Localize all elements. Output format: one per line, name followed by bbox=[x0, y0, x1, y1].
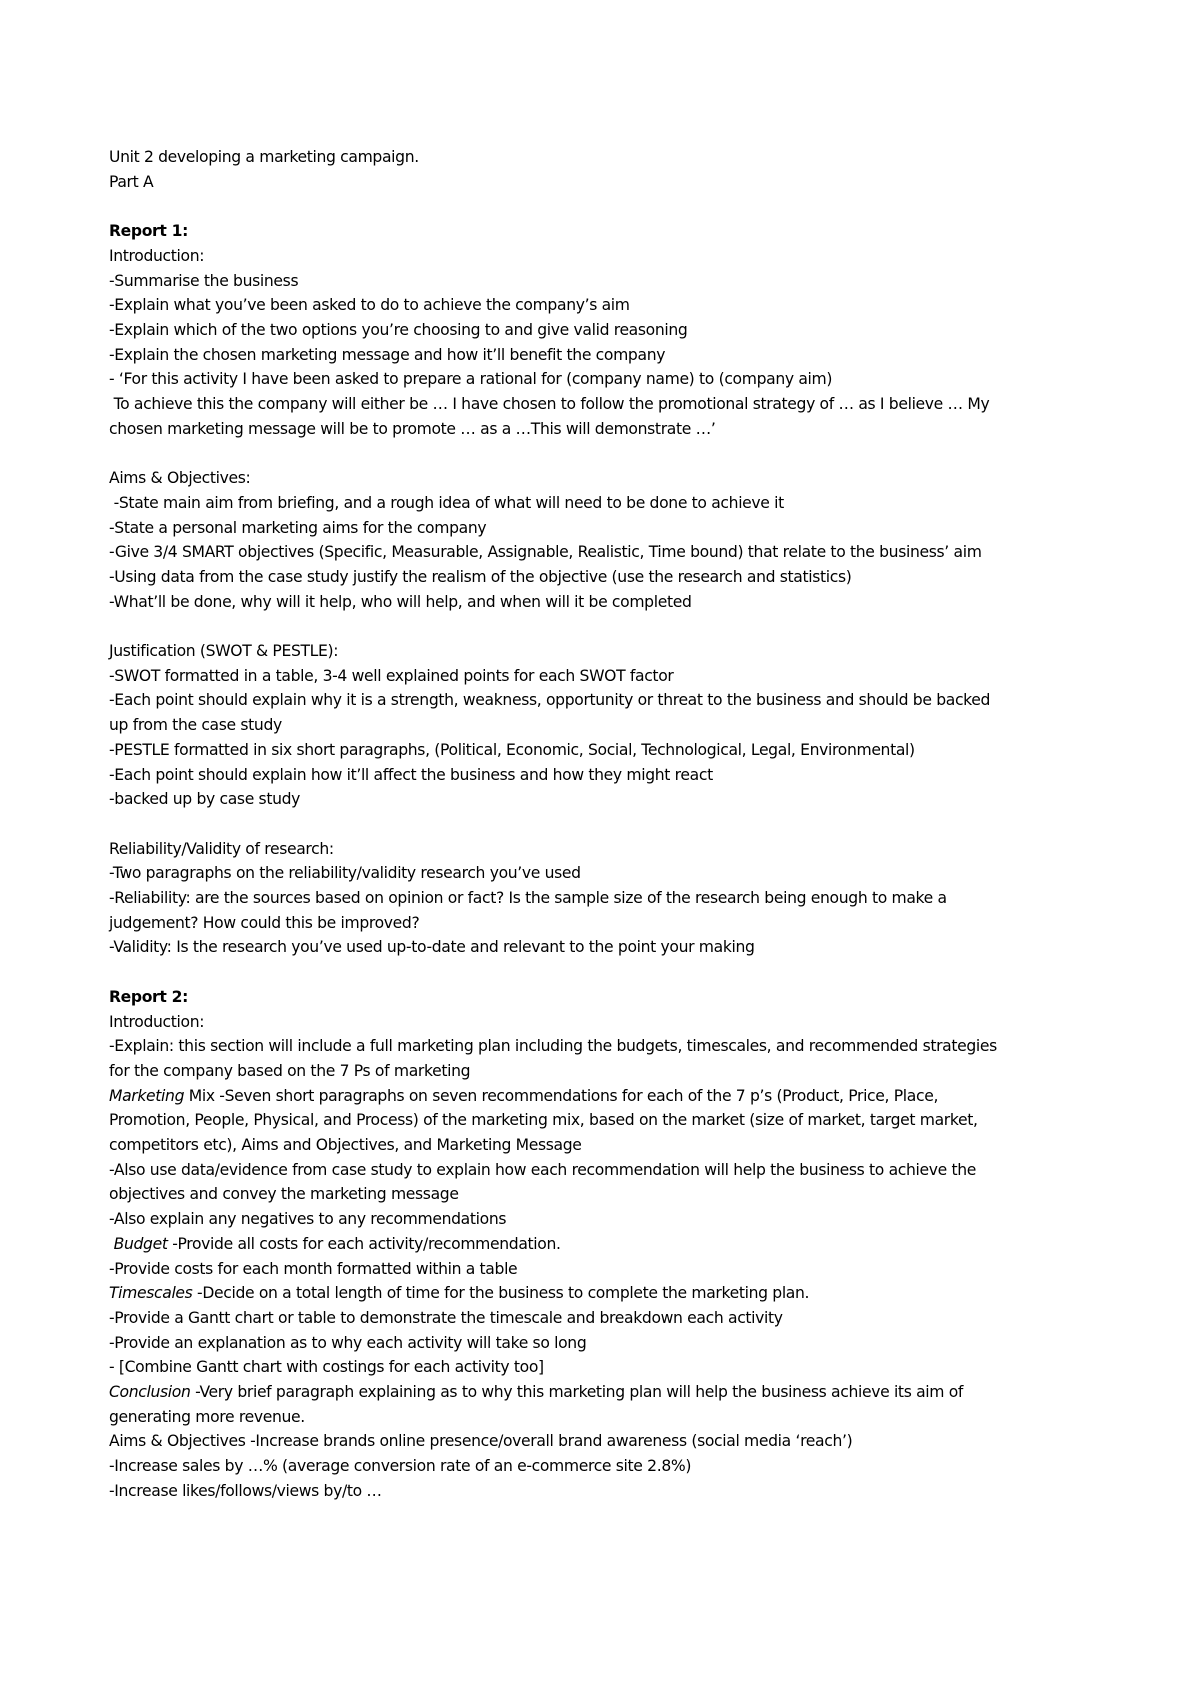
report-2-intro-heading: Introduction: bbox=[109, 1012, 205, 1031]
spacer bbox=[109, 812, 1100, 837]
marketing-mix-label: Marketing bbox=[109, 1086, 185, 1105]
marketing-mix-line bbox=[109, 1084, 1100, 1109]
report-2-line: - [Combine Gantt chart with costings for each activity too] bbox=[109, 1358, 544, 1377]
report-2-line: objectives and convey the marketing message bbox=[109, 1185, 459, 1204]
document-body bbox=[109, 145, 1100, 1504]
budget-label: Budget bbox=[113, 1234, 168, 1253]
timescales-text: -Decide on a total length of time for the business to complete the marketing plan. bbox=[192, 1284, 810, 1303]
report-2-line: Aims & Objectives -Increase brands online presence/overall brand awareness (social media ‘reach’) bbox=[109, 1432, 853, 1451]
report-2-line: -Also use data/evidence from case study to explain how each recommendation will help the business to achieve the bbox=[109, 1160, 977, 1179]
report-2-line: -Increase sales by …% (average conversion rate of an e-commerce site 2.8%) bbox=[109, 1457, 692, 1476]
justification-line: up from the case study bbox=[109, 716, 282, 735]
report-2-line: -Provide a Gantt chart or table to demonstrate the timescale and breakdown each activity bbox=[109, 1308, 783, 1327]
part-label: Part A bbox=[109, 172, 154, 191]
aims-line: -What’ll be done, why will it help, who will help, and when will it be completed bbox=[109, 592, 692, 611]
report-2-line: for the company based on the 7 Ps of marketing bbox=[109, 1061, 471, 1080]
reliability-line: judgement? How could this be improved? bbox=[109, 913, 420, 932]
conclusion-line bbox=[109, 1380, 1100, 1405]
report-2-line: -Provide costs for each month formatted within a table bbox=[109, 1259, 518, 1278]
timescales-label: Timescales bbox=[109, 1284, 193, 1303]
spacer bbox=[109, 614, 1100, 639]
intro-line: -Explain what you’ve been asked to do to achieve the company’s aim bbox=[109, 296, 630, 315]
reliability-line: -Reliability: are the sources based on opinion or fact? Is the sample size of the research being enough to make a bbox=[109, 889, 947, 908]
report-2-line: -Provide an explanation as to why each activity will take so long bbox=[109, 1333, 587, 1352]
reliability-line: -Validity: Is the research you’ve used up-to-date and relevant to the point your making bbox=[109, 938, 755, 957]
report-2-line: Promotion, People, Physical, and Process) of the marketing mix, based on the market (size of market, target market, bbox=[109, 1111, 978, 1130]
budget-line bbox=[109, 1232, 1100, 1257]
justification-line: -Each point should explain why it is a strength, weakness, opportunity or threat to the business and should be backed bbox=[109, 691, 991, 710]
reliability-line: -Two paragraphs on the reliability/validity research you’ve used bbox=[109, 864, 581, 883]
timescales-line bbox=[109, 1281, 1100, 1306]
aims-line: -Give 3/4 SMART objectives (Specific, Measurable, Assignable, Realistic, Time bound) that relate to the business’ aim bbox=[109, 543, 982, 562]
aims-line: -State a personal marketing aims for the company bbox=[109, 518, 487, 537]
justification-line: -Each point should explain how it’ll affect the business and how they might react bbox=[109, 765, 713, 784]
spacer bbox=[109, 960, 1100, 985]
budget-text: -Provide all costs for each activity/recommendation. bbox=[167, 1234, 561, 1253]
report-2-line: generating more revenue. bbox=[109, 1407, 305, 1426]
aims-line: -Using data from the case study justify the realism of the objective (use the research and statistics) bbox=[109, 567, 852, 586]
report-1-heading: Report 1: bbox=[109, 222, 188, 241]
report-2-line: competitors etc), Aims and Objectives, and Marketing Message bbox=[109, 1136, 582, 1155]
report-2-line: -Increase likes/follows/views by/to … bbox=[109, 1481, 382, 1500]
intro-line: -Summarise the business bbox=[109, 271, 299, 290]
justification-heading: Justification (SWOT & PESTLE): bbox=[109, 642, 339, 661]
intro-line: - ‘For this activity I have been asked to prepare a rational for (company name) to (company aim) bbox=[109, 370, 833, 389]
intro-line: To achieve this the company will either be … I have chosen to follow the promotional strategy of … as I believe … My bbox=[109, 395, 990, 414]
aims-line: -State main aim from briefing, and a rough idea of what will need to be done to achieve it bbox=[109, 493, 784, 512]
aims-heading: Aims & Objectives: bbox=[109, 469, 251, 488]
justification-line: -PESTLE formatted in six short paragraphs, (Political, Economic, Social, Technological, Legal, Environmental) bbox=[109, 740, 915, 759]
report-2-line: -Explain: this section will include a full marketing plan including the budgets, timescales, and recommended strategies bbox=[109, 1037, 997, 1056]
spacer bbox=[109, 194, 1100, 219]
intro-line: chosen marketing message will be to promote … as a …This will demonstrate …’ bbox=[109, 419, 716, 438]
spacer bbox=[109, 441, 1100, 466]
document-title: Unit 2 developing a marketing campaign. bbox=[109, 148, 419, 166]
reliability-heading: Reliability/Validity of research: bbox=[109, 839, 334, 858]
justification-line: -SWOT formatted in a table, 3-4 well explained points for each SWOT factor bbox=[109, 666, 674, 685]
conclusion-label: Conclusion bbox=[109, 1383, 191, 1402]
justification-line: -backed up by case study bbox=[109, 790, 301, 809]
report-2-line: -Also explain any negatives to any recommendations bbox=[109, 1210, 507, 1229]
report-1-intro-heading: Introduction: bbox=[109, 246, 205, 265]
intro-line: -Explain the chosen marketing message and how it’ll benefit the company bbox=[109, 345, 666, 364]
conclusion-text: -Very brief paragraph explaining as to why this marketing plan will help the business achieve its aim of bbox=[190, 1383, 964, 1402]
report-2-heading: Report 2: bbox=[109, 987, 188, 1006]
intro-line: -Explain which of the two options you’re choosing to and give valid reasoning bbox=[109, 320, 688, 339]
marketing-mix-text: Mix -Seven short paragraphs on seven recommendations for each of the 7 p’s (Product, Price, Place, bbox=[184, 1086, 939, 1105]
